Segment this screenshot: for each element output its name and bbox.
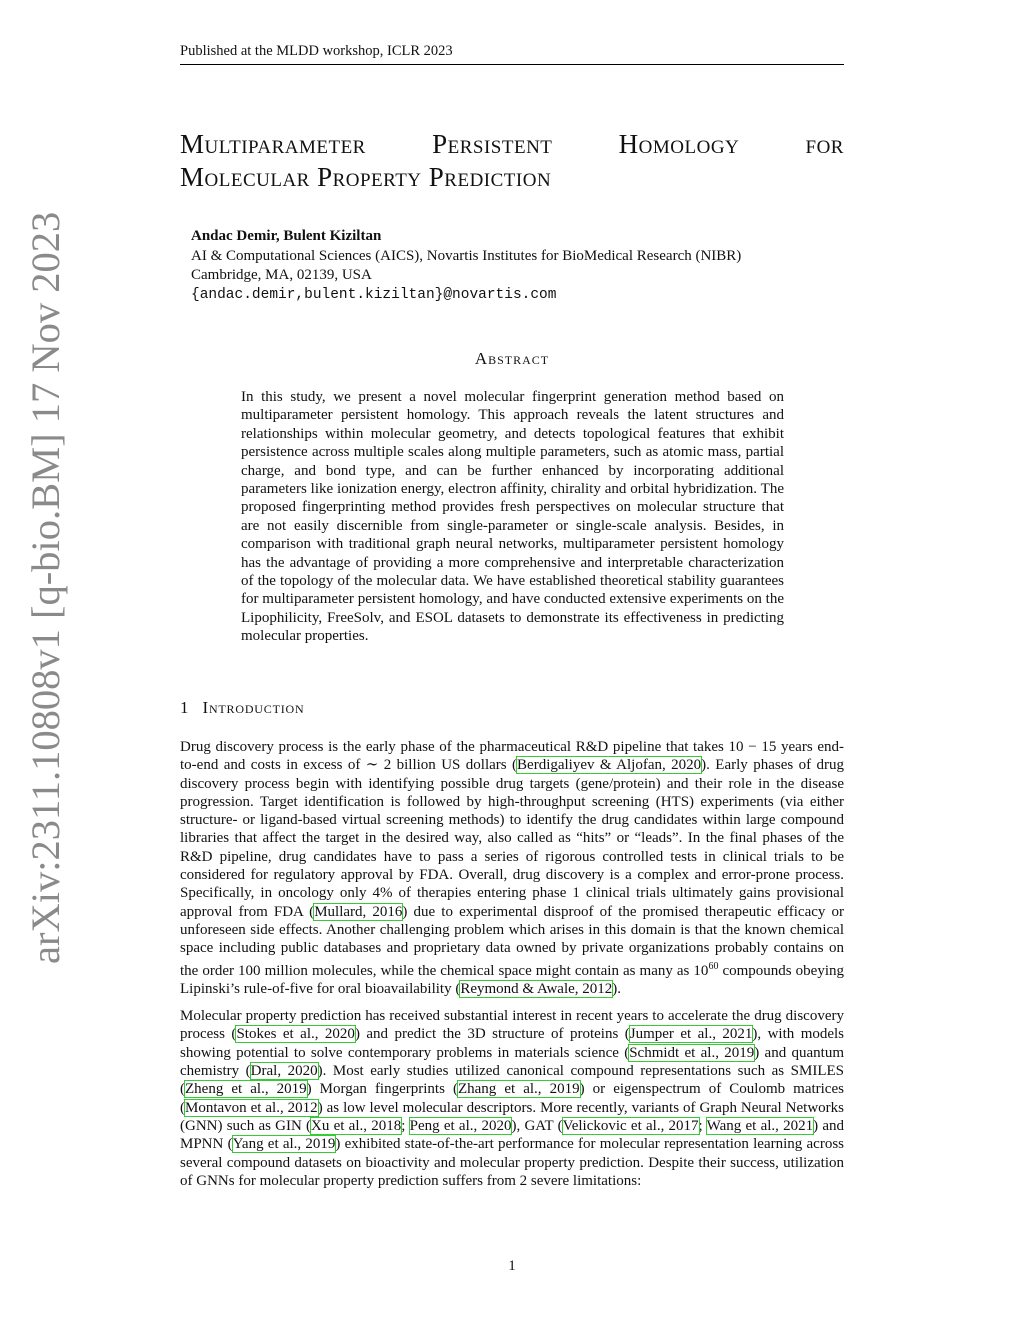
- citation-link[interactable]: Reymond & Awale, 2012: [460, 980, 613, 997]
- citation-link[interactable]: Yang et al., 2019: [232, 1136, 336, 1153]
- text-run: ) and quantum chemistry (: [180, 1044, 844, 1080]
- section-number: 1: [180, 698, 189, 717]
- title-line-2: Molecular Property Prediction: [180, 162, 552, 192]
- citation-link[interactable]: Schmidt et al., 2019: [629, 1044, 755, 1061]
- author-location: Cambridge, MA, 02139, USA: [191, 267, 372, 283]
- text-run: ). Most early studies utilized canonical compound representations such as SMILES (: [180, 1063, 844, 1098]
- text-run: ).: [612, 980, 622, 997]
- citation-link[interactable]: Stokes et al., 2020: [236, 1026, 355, 1043]
- text-run: ). Early phases of drug discovery process begin with identifying possible drug targets (gene/protein) and their role in the disease progression. Target identification is followed by high-throughput screening (HTS) experiments (via either structure- or ligand-based virtual screening methods) to identify the drug candidates within large compound libraries that affect the target in the desired way, also called as “hits” or “leads”. In the final phases of the R&D pipeline, drug candidates have to pass a series of rigorous controlled tests in clinical trials to be considered for regulatory approval by FDA. Overall, drug discovery is a complex and error-prone process. Specifically, in oncology only 4% of therapies entering phase 1 clinical trials ultimately gains provisional approval from FDA (: [180, 757, 845, 920]
- text-run: ) and predict the 3D structure of proteins (: [354, 1026, 630, 1043]
- running-header: Published at the MLDD workshop, ICLR 2023: [180, 43, 844, 65]
- body-text: [180, 738, 844, 1199]
- abstract-heading: Abstract: [474, 349, 550, 368]
- text-run: compounds obeying Lipinski’s rule-of-five for oral bioavailability (: [180, 962, 844, 997]
- text-run: ) Morgan fingerprints (: [306, 1081, 458, 1098]
- text-run: ) as low level molecular descriptors. More recently, variants of Graph Neural Networks (GNN) such as GIN (: [180, 1099, 844, 1134]
- citation-link[interactable]: Zhang et al., 2019: [457, 1081, 580, 1098]
- text-run: ) due to experimental disproof of the promised therapeutic efficacy or unforeseen side effects. Another challenging problem which arises in this domain is that the known chemical space including public databases and proprietary data owned by private organizations probably contains on the order 100 million molecules, while the chemical space might contain as many as 10: [180, 903, 845, 979]
- citation-link[interactable]: Berdigaliyev & Aljofan, 2020: [517, 757, 702, 774]
- text-run: ) or eigenspectrum of Coulomb matrices (: [180, 1081, 844, 1116]
- text-run: ;: [401, 1117, 410, 1134]
- section-heading: [180, 698, 304, 718]
- text-run: ;: [698, 1117, 707, 1134]
- citation-link[interactable]: Velickovic et al., 2017: [562, 1117, 699, 1134]
- citation-link[interactable]: Zheng et al., 2019: [185, 1081, 307, 1098]
- text-run: ) exhibited state-of-the-art performance for molecular representation learning across several compound datasets on bioactivity and molecular property prediction. Despite their success, utilization of GNNs for molecular property prediction suffers from 2 severe limitations:: [180, 1136, 845, 1189]
- citation-link[interactable]: Jumper et al., 2021: [629, 1026, 753, 1043]
- author-block: [191, 227, 741, 305]
- title-word: Multiparameter: [180, 129, 366, 159]
- author-names: Andac Demir, Bulent Kiziltan: [191, 228, 382, 244]
- text-run: Molecular property prediction has received substantial interest in recent years to accelerate the drug discovery process (: [180, 1008, 844, 1043]
- paragraph: [180, 738, 844, 998]
- author-email[interactable]: {andac.demir,bulent.kiziltan}@novartis.com: [191, 286, 557, 303]
- citation-link[interactable]: Xu et al., 2018: [311, 1117, 402, 1134]
- author-affiliation: AI & Computational Sciences (AICS), Novartis Institutes for BioMedical Research (NIBR): [191, 247, 742, 264]
- paper-title: [180, 128, 844, 194]
- paragraph: [180, 1007, 844, 1190]
- title-word: Persistent: [432, 129, 553, 159]
- title-word: Homology: [618, 129, 740, 159]
- section-title: Introduction: [202, 698, 305, 717]
- text-run: Drug discovery process is the early phase of the pharmaceutical R&D pipeline that takes 10 − 15 years end-to-end and costs in excess of ∼ 2 billion US dollars (: [180, 739, 844, 774]
- text-run: ) and MPNN (: [180, 1117, 845, 1153]
- citation-link[interactable]: Montavon et al., 2012: [185, 1099, 318, 1116]
- citation-link[interactable]: Mullard, 2016: [314, 903, 403, 920]
- citation-link[interactable]: Dral, 2020: [250, 1063, 318, 1080]
- superscript: 60: [708, 960, 719, 972]
- citation-link[interactable]: Wang et al., 2021: [706, 1117, 814, 1134]
- title-word: for: [805, 129, 844, 159]
- page-number: 1: [508, 1258, 516, 1274]
- text-run: ), with models showing potential to solve contemporary problems in materials science (: [180, 1026, 845, 1061]
- title-line-1: [180, 128, 844, 161]
- citation-link[interactable]: Peng et al., 2020: [409, 1117, 512, 1134]
- arxiv-identifier: arXiv:2311.10808v1 [q-bio.BM] 17 Nov 2023: [23, 211, 68, 964]
- abstract-text: In this study, we present a novel molecular fingerprint generation method based on multiparameter persistent homology. This approach reveals the latent structures and relationships within molecular geometry, and detects topological features that exhibit persistence across multiple scales along multiple parameters, such as atomic mass, partial charge, and bond type, and can be further enhanced by incorporating additional parameters like ionization energy, electron affinity, chirality and orbital hybridization. The proposed fingerprinting method provides fresh perspectives on molecular structure that are not easily discernible from single-parameter or single-scale analysis. Besides, in comparison with traditional graph neural networks, multiparameter persistent homology has the advantage of providing a more comprehensive and interpretable characterization of the topology of the molecular data. We have established theoretical stability guarantees for multiparameter persistent homology, and have conducted extensive experiments on the Lipophilicity, FreeSolv, and ESOL datasets to demonstrate its effectiveness in predicting molecular properties.: [241, 389, 784, 645]
- text-run: ), GAT (: [511, 1117, 563, 1134]
